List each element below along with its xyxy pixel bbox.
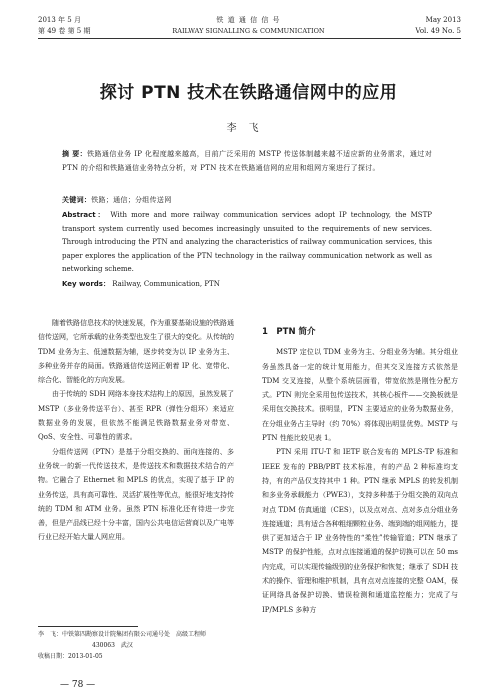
- keywords-cn-label: 关键词：: [62, 196, 92, 204]
- abstract-cn: [62, 147, 432, 175]
- footnote-author: 李 飞：中铁第四勘察设计院集团有限公司通号处 高级工程师: [38, 631, 207, 638]
- section-heading: 1 PTN 简介: [262, 327, 316, 337]
- header-rule: [38, 38, 461, 39]
- abstract-cn-text: 铁路通信业务 IP 化程度越来越高，目前广泛采用的 MSTP 传送体制越来越不适应新的业务需求，通过对 PTN 的介绍和铁路通信业务特点分析，对 PTN 技术在铁路通信网的应用和组网方案进行了探讨。: [62, 150, 433, 172]
- right-paragraph-2: PTN 采用 ITU-T 和 IETF 联合发布的 MPLS-TP 标准和 IEEE 发布的 PBB/PBT 技术标准，有的产品 2 种标准均支持，有的产品仅支持其中 1 种。PTN 继承 MPLS 的转发机制和多业务承载能力（PWE3），支持多种基于分组交换的双向点对点 TDM 仿真通道（CES），以及点对点、点对多点分组业务连接通道；具有适合各种粗细颗粒业务、端到端的组网能力，提供了更加适合于 IP 业务特性的“柔性”传输管道；PTN 继承了 MSTP 的保护性能，点对点连接通道的保护切换可以在 50 ms 内完成，可以实现传输级别的业务保护和恢复；继承了 SDH 技术的操作、管理和维护机制，具有点对点连接的完整 OAM，保证网络具备保护切换、错误检测和通道监控能力；完成了与 IP/MPLS 多种方: [262, 448, 458, 614]
- footnote-postcode: 430063 武汉: [92, 642, 133, 649]
- keywords-cn: [62, 193, 432, 207]
- abstract-en-text: With more and more railway communication services adopt IP technology, the MSTP transport system currently used becomes increasingly unsuited to the requirements of new services. Through introducing the PTN and analyzing the characteristics of railway communication services, this paper explores the application of the PTN technology in the railway communication network as well as networking scheme.: [62, 211, 432, 273]
- issue-date-cn: 2013 年 5 月: [38, 16, 81, 24]
- abstract-cn-label: 摘 要：: [62, 150, 88, 158]
- keywords-en-text: Railway, Communication, PTN: [112, 280, 220, 288]
- abstract-en-label: Abstract：: [62, 211, 107, 219]
- abstract-en: [62, 209, 432, 277]
- page-number: — 78 —: [60, 680, 96, 690]
- keywords-en: [62, 278, 432, 292]
- keywords-cn-text: 铁路；通信；分组传送网: [91, 196, 172, 204]
- right-column: [262, 325, 458, 617]
- left-column: [38, 316, 234, 545]
- issue-volume-en: Vol. 49 No. 5: [415, 27, 461, 35]
- issue-date-en: May 2013: [425, 16, 461, 24]
- left-paragraph-2: 由于传统的 SDH 网络本身技术结构上的原因，虽然发展了 MSTP（多业务传送平台）、甚至 RPR（弹性分组环）来适应数据业务的发展，但依然不能满足铁路数据业务对带宽、QoS、安全性、可靠性的需求。: [38, 390, 234, 442]
- journal-title-cn: 铁 道 通 信 信 号: [216, 16, 281, 24]
- right-paragraph-1: MSTP 定位以 TDM 业务为主、分组业务为辅。其分组业务虽然具备一定的统计复用能力，但其交叉连接方式依然是 TDM 交叉连接，从整个系统层面看，带宽依然是刚性分配方式。PTN 则完全采用包传送技术，其核心板件——交换板就是采用包交换技术。很明显，PTN 主要适应的业务为数据业务，在分组业务占主导时（约 70%）将体现出明显优势。MSTP 与 PTN 性能比较见表 1。: [262, 348, 458, 443]
- journal-title-en: RAILWAY SIGNALLING & COMMUNICATION: [172, 27, 325, 35]
- left-paragraph-1: 随着铁路信息技术的快速发展，作为重要基础设施的铁路通信传送网，它所承载的业务类型也发生了很大的变化。从传统的 TDM 业务为主、低速数据为辅，逐步转变为以 IP 业务为主、多种业务并存的局面。铁路通信传送网正朝着 IP 化、宽带化、综合化、智能化的方向发展。: [38, 319, 234, 385]
- page-title: 探讨 PTN 技术在铁路通信网中的应用: [99, 83, 398, 103]
- keywords-en-label: Key words：: [62, 280, 110, 288]
- footnote-received: 收稿日期：2013-01-05: [38, 653, 103, 660]
- issue-volume-cn: 第 49 卷 第 5 期: [38, 27, 91, 35]
- author: 李飞: [226, 123, 271, 134]
- left-paragraph-3: 分组传送网（PTN）是基于分组交换的、面向连接的、多业务统一的新一代传送技术，是传送技术和数据技术结合的产物。它融合了 Ethernet 和 MPLS 的优点，实现了基于 IP 的业务传送，具有高可靠性、灵活扩展性等优点，能很好地支持传统的 TDM 和 ATM 业务。虽然 PTN 标准化还有待进一步完善，但是产品线已经十分丰富，国内公共电信运营商以及广电等行业已经开始大量人网应用。: [38, 447, 234, 542]
- footnote-rule: [38, 626, 138, 627]
